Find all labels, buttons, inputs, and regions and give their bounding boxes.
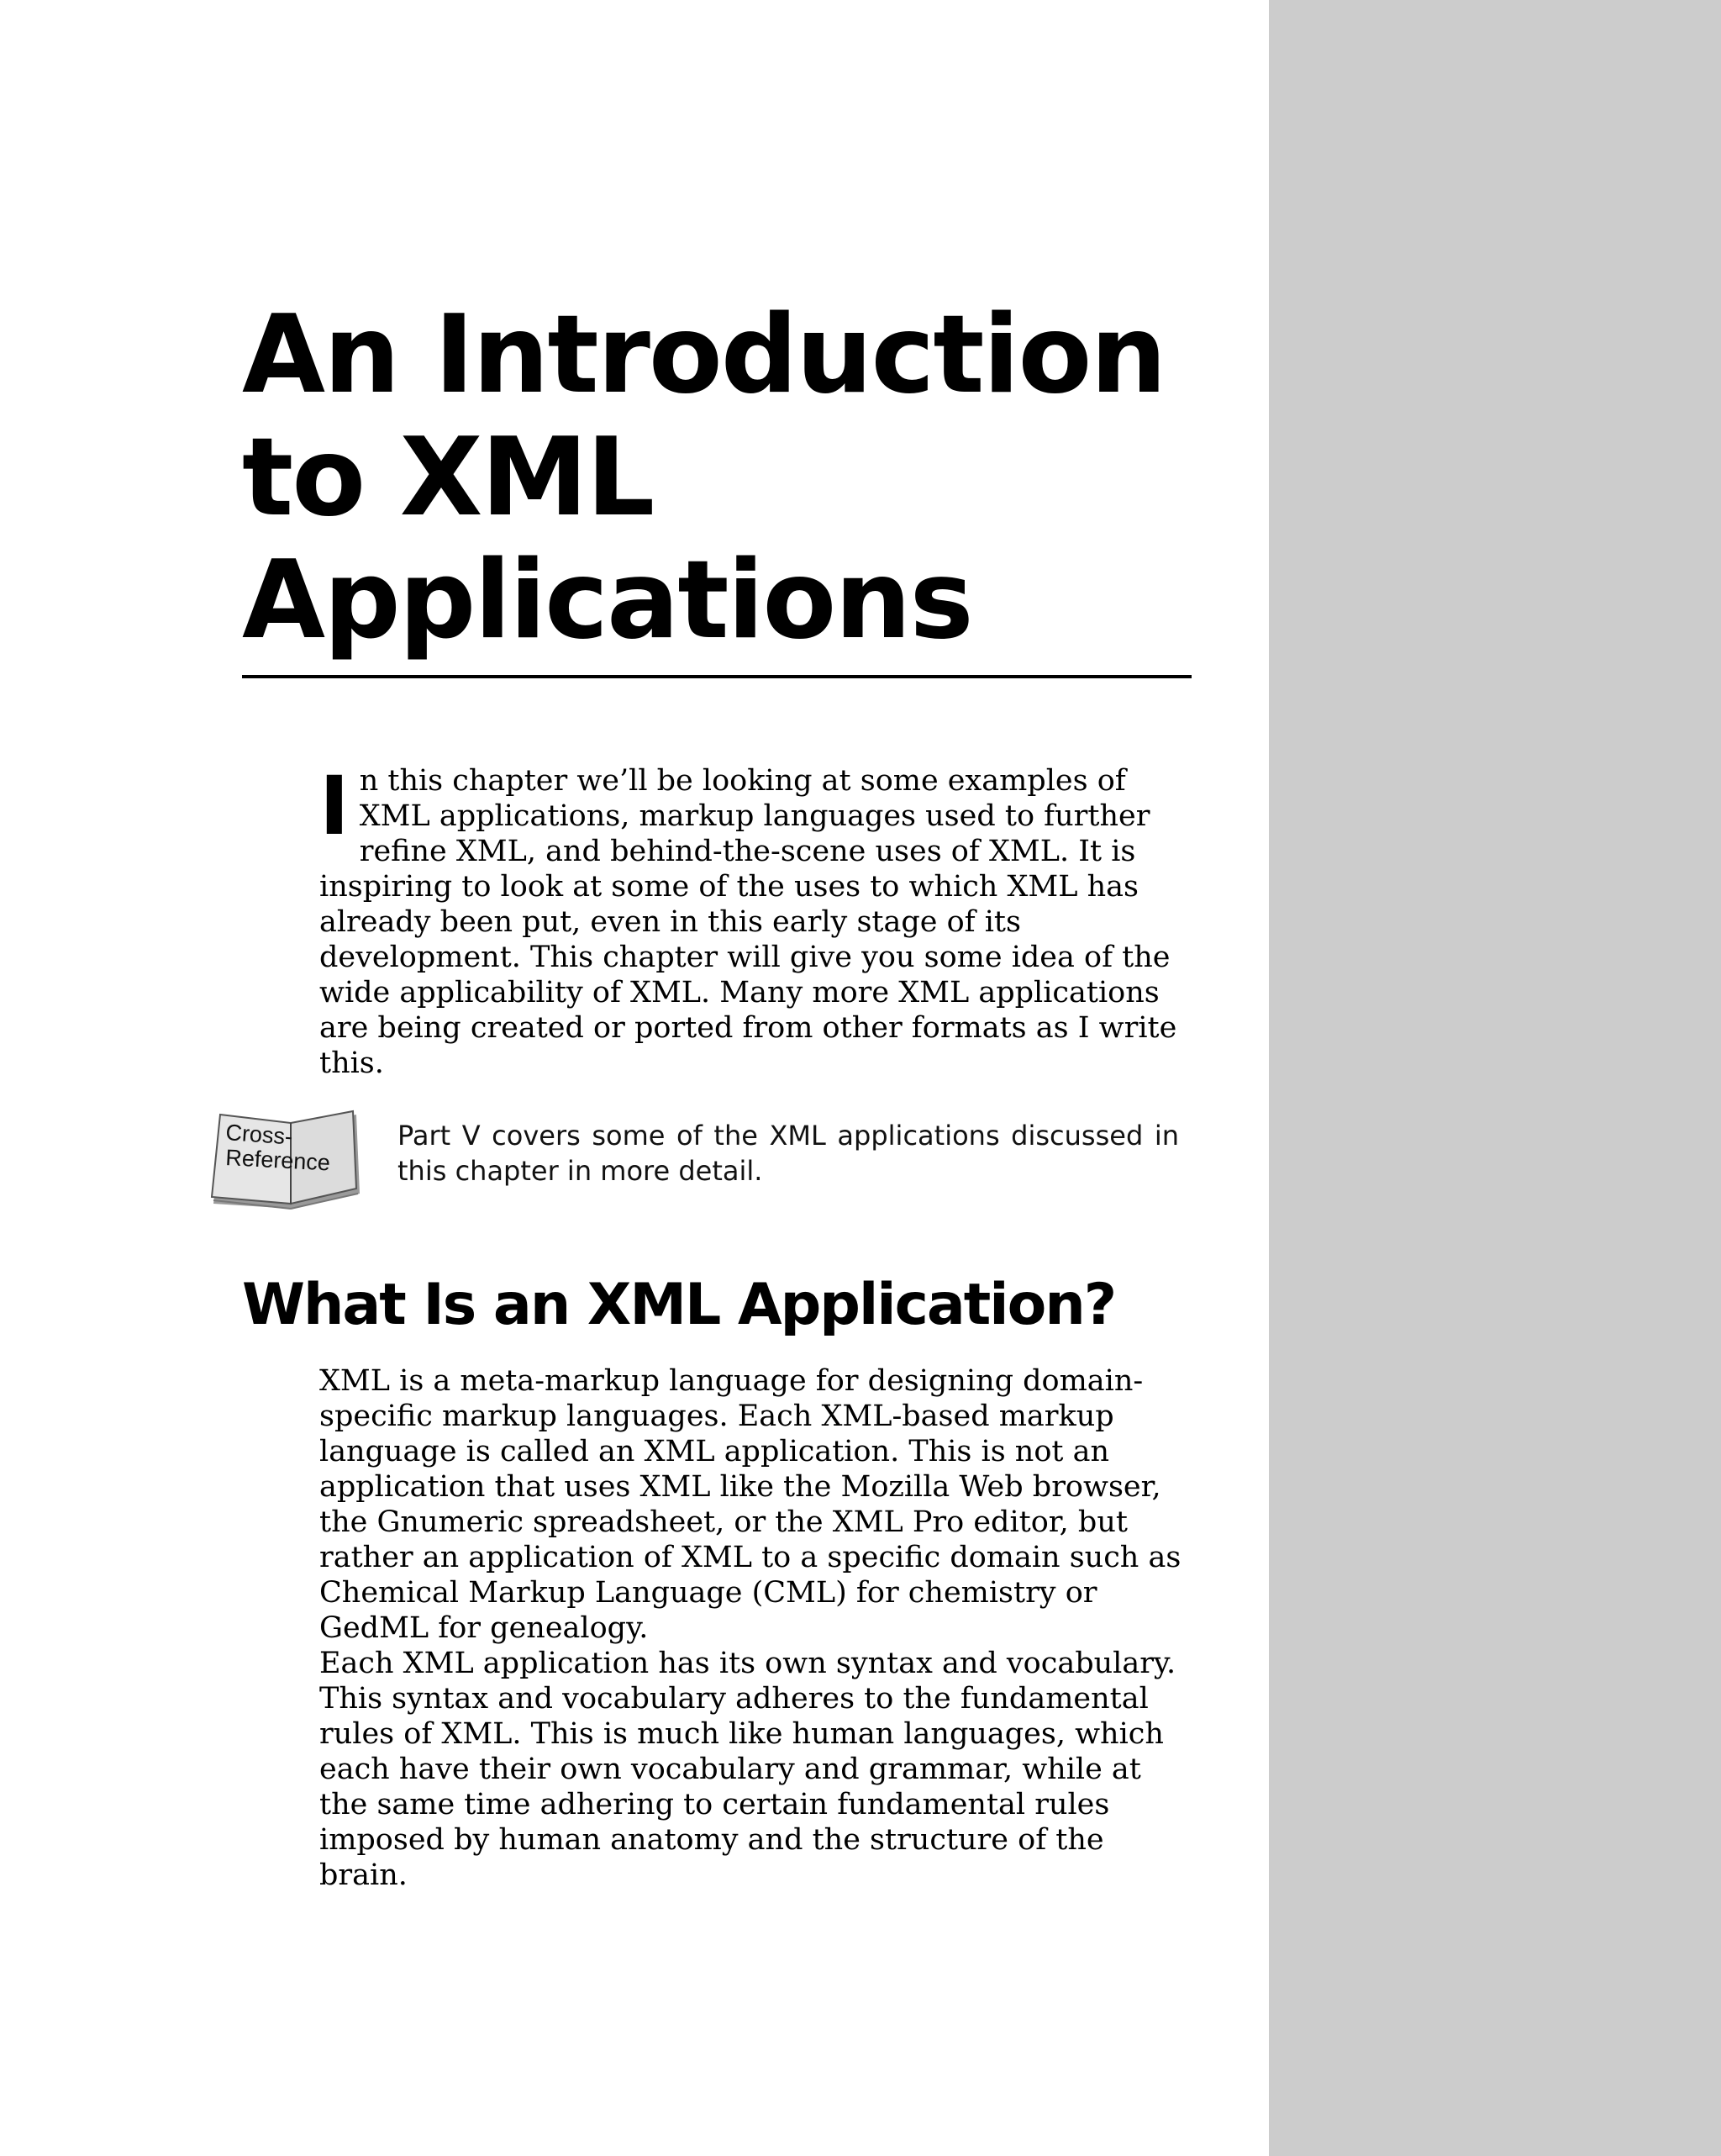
body-paragraph: XML is a meta-markup language for designing domain-specific markup languages. Each XML-based markup language is called an XML application. This is not an application that uses XML like the Mozilla Web browser, the Gnumeric spreadsheet, or the XML Pro editor, but rather an application of XML to a specific domain such as Chemical Markup Language (CML) for chemistry or GedML for genealogy. [319,1364,1182,1645]
drop-cap: I [319,759,350,853]
chapter-title: An Introduction to XML Applications [242,293,1166,663]
section-heading: What Is an XML Application? [242,1272,1116,1338]
cross-reference-label-line1: Cross- [224,1120,293,1150]
intro-paragraph [319,759,1193,1081]
intro-text: n this chapter we’ll be looking at some examples of XML applications, markup languages used to further refine XML, and behind-the-scene uses of XML. It is inspiring to look at some of the uses to which XML has already been put, even in this early stage of its development. This chapter will give you some idea of the wide applicability of XML. Many more XML applications are being created or ported from other formats as I write this. [319,764,1177,1080]
chapter-sidebar [1269,0,1721,2156]
title-divider [242,675,1192,678]
cross-reference-label-line2: Reference [224,1145,331,1176]
body-paragraph: Each XML application has its own syntax and vocabulary. This syntax and vocabulary adheres to the fundamental rules of XML. This is much like human languages, which each have their own vocabulary and grammar, while at the same time adhering to certain fundamental rules imposed by human anatomy and the structure of the brain. [319,1647,1176,1892]
cross-reference-text: Part V covers some of the XML applications discussed in this chapter in more detail. [397,1120,1179,1187]
cross-reference-book-icon [208,1110,365,1214]
